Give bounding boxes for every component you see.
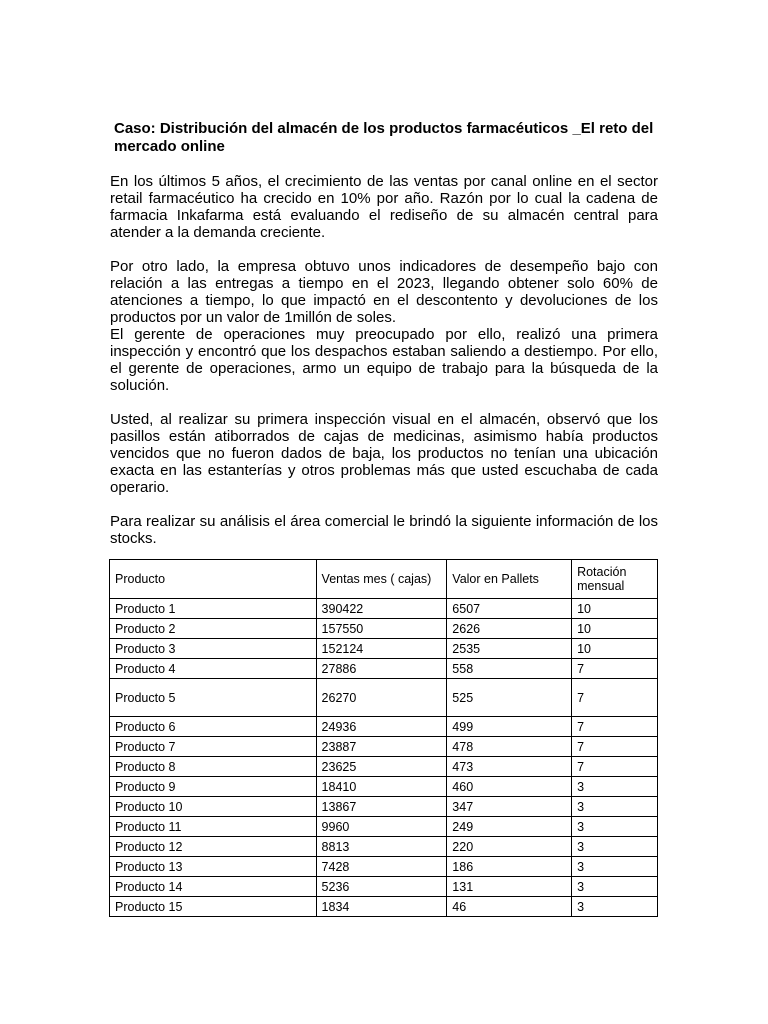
cell-pallets: 525 bbox=[447, 679, 572, 717]
cell-pallets: 6507 bbox=[447, 599, 572, 619]
cell-rotacion: 7 bbox=[572, 717, 658, 737]
cell-producto: Producto 1 bbox=[110, 599, 317, 619]
cell-rotacion: 3 bbox=[572, 797, 658, 817]
cell-pallets: 2626 bbox=[447, 619, 572, 639]
cell-rotacion: 10 bbox=[572, 639, 658, 659]
cell-rotacion: 3 bbox=[572, 857, 658, 877]
cell-rotacion: 3 bbox=[572, 877, 658, 897]
cell-pallets: 220 bbox=[447, 837, 572, 857]
cell-pallets: 131 bbox=[447, 877, 572, 897]
document-body bbox=[110, 120, 658, 547]
cell-rotacion: 10 bbox=[572, 619, 658, 639]
cell-ventas: 7428 bbox=[316, 857, 447, 877]
cell-ventas: 24936 bbox=[316, 717, 447, 737]
cell-producto: Producto 11 bbox=[110, 817, 317, 837]
cell-pallets: 460 bbox=[447, 777, 572, 797]
cell-pallets: 249 bbox=[447, 817, 572, 837]
cell-pallets: 499 bbox=[447, 717, 572, 737]
cell-ventas: 9960 bbox=[316, 817, 447, 837]
table-row bbox=[110, 599, 658, 619]
paragraph-manager: El gerente de operaciones muy preocupado por ello, realizó una primera inspección y encontró que los despachos estaban saliendo a destiempo. Por ello, el gerente de operaciones, armo un equipo de trabajo para la búsqueda de la solución. bbox=[110, 326, 658, 394]
cell-producto: Producto 13 bbox=[110, 857, 317, 877]
table-header-row bbox=[110, 560, 658, 599]
cell-producto: Producto 14 bbox=[110, 877, 317, 897]
cell-ventas: 26270 bbox=[316, 679, 447, 717]
cell-ventas: 5236 bbox=[316, 877, 447, 897]
cell-pallets: 46 bbox=[447, 897, 572, 917]
cell-producto: Producto 6 bbox=[110, 717, 317, 737]
cell-ventas: 157550 bbox=[316, 619, 447, 639]
cell-producto: Producto 3 bbox=[110, 639, 317, 659]
cell-rotacion: 7 bbox=[572, 679, 658, 717]
cell-rotacion: 3 bbox=[572, 777, 658, 797]
document-title: Caso: Distribución del almacén de los productos farmacéuticos _El reto del mercado online bbox=[114, 120, 654, 155]
paragraph-performance: Por otro lado, la empresa obtuvo unos indicadores de desempeño bajo con relación a las entregas a tiempo en el 2023, llegando obtener solo 60% de atenciones a tiempo, lo que impactó en el descontento y devoluciones de los productos por un valor de 1millón de soles. bbox=[110, 258, 658, 326]
cell-pallets: 2535 bbox=[447, 639, 572, 659]
cell-rotacion: 7 bbox=[572, 757, 658, 777]
cell-ventas: 390422 bbox=[316, 599, 447, 619]
cell-ventas: 13867 bbox=[316, 797, 447, 817]
cell-rotacion: 3 bbox=[572, 897, 658, 917]
cell-rotacion: 3 bbox=[572, 817, 658, 837]
stock-table bbox=[109, 559, 658, 917]
cell-pallets: 347 bbox=[447, 797, 572, 817]
cell-ventas: 27886 bbox=[316, 659, 447, 679]
cell-producto: Producto 7 bbox=[110, 737, 317, 757]
cell-producto: Producto 10 bbox=[110, 797, 317, 817]
header-producto: Producto bbox=[110, 560, 317, 599]
table-row bbox=[110, 797, 658, 817]
cell-ventas: 23625 bbox=[316, 757, 447, 777]
table-row bbox=[110, 717, 658, 737]
table-row bbox=[110, 619, 658, 639]
cell-ventas: 8813 bbox=[316, 837, 447, 857]
table-row bbox=[110, 777, 658, 797]
cell-ventas: 23887 bbox=[316, 737, 447, 757]
header-valor-pallets: Valor en Pallets bbox=[447, 560, 572, 599]
cell-pallets: 558 bbox=[447, 659, 572, 679]
cell-rotacion: 10 bbox=[572, 599, 658, 619]
cell-pallets: 186 bbox=[447, 857, 572, 877]
cell-producto: Producto 2 bbox=[110, 619, 317, 639]
cell-ventas: 18410 bbox=[316, 777, 447, 797]
cell-ventas: 152124 bbox=[316, 639, 447, 659]
table-row bbox=[110, 857, 658, 877]
cell-pallets: 478 bbox=[447, 737, 572, 757]
paragraph-stocks-intro: Para realizar su análisis el área comercial le brindó la siguiente información de los stocks. bbox=[110, 513, 658, 547]
table-row bbox=[110, 817, 658, 837]
paragraph-growth: En los últimos 5 años, el crecimiento de las ventas por canal online en el sector retail farmacéutico ha crecido en 10% por año. Razón por lo cual la cadena de farmacia Inkafarma está evaluando el rediseño de su almacén central para atender a la demanda creciente. bbox=[110, 173, 658, 241]
cell-producto: Producto 4 bbox=[110, 659, 317, 679]
cell-producto: Producto 8 bbox=[110, 757, 317, 777]
cell-rotacion: 7 bbox=[572, 659, 658, 679]
table-row bbox=[110, 877, 658, 897]
header-rotacion-mensual: Rotación mensual bbox=[572, 560, 658, 599]
table-row bbox=[110, 837, 658, 857]
cell-producto: Producto 5 bbox=[110, 679, 317, 717]
table-row bbox=[110, 639, 658, 659]
cell-rotacion: 3 bbox=[572, 837, 658, 857]
cell-producto: Producto 12 bbox=[110, 837, 317, 857]
cell-ventas: 1834 bbox=[316, 897, 447, 917]
cell-producto: Producto 9 bbox=[110, 777, 317, 797]
cell-pallets: 473 bbox=[447, 757, 572, 777]
cell-rotacion: 7 bbox=[572, 737, 658, 757]
table-row bbox=[110, 737, 658, 757]
paragraph-inspection: Usted, al realizar su primera inspección visual en el almacén, observó que los pasillos están atiborrados de cajas de medicinas, asimismo había productos vencidos que no fueron dados de baja, los productos no tenían una ubicación exacta en las estanterías y otros problemas más que usted escuchaba de cada operario. bbox=[110, 411, 658, 496]
table-row bbox=[110, 659, 658, 679]
table-row bbox=[110, 679, 658, 717]
header-ventas-mes: Ventas mes ( cajas) bbox=[316, 560, 447, 599]
cell-producto: Producto 15 bbox=[110, 897, 317, 917]
table-row bbox=[110, 757, 658, 777]
table-row bbox=[110, 897, 658, 917]
